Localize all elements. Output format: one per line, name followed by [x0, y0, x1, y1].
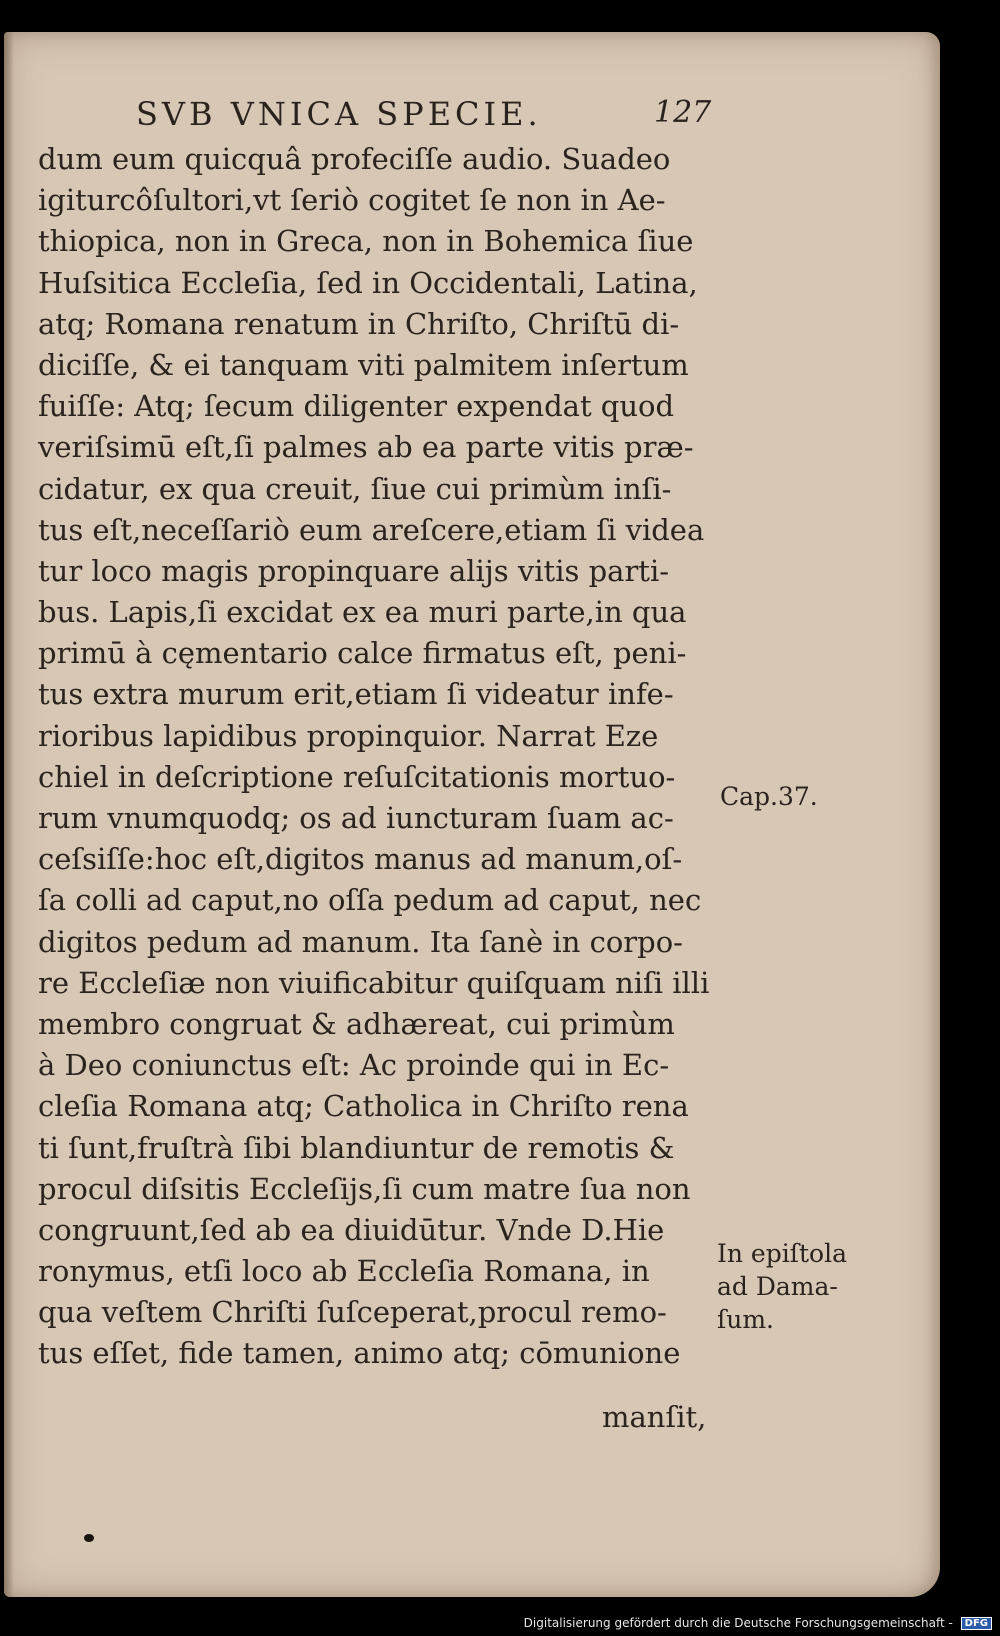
- text-line: ronymus, etſi loco ab Eccleſia Romana, in: [38, 1254, 650, 1289]
- text-line: ti ſunt,fruſtrà ſibi blandiuntur de remotis &: [38, 1130, 675, 1165]
- text-line: congruunt,ſed ab ea diuidūtur. Vnde D.Hie: [38, 1212, 665, 1247]
- text-line: primū à cęmentario calce firmatus eſt, peni-: [38, 636, 687, 671]
- text-line: cleſia Romana atq; Catholica in Chriſto rena: [38, 1089, 689, 1124]
- dfg-logo[interactable]: DFG: [961, 1617, 992, 1630]
- body-text: [38, 139, 718, 1375]
- page-gutter-shadow: [4, 32, 14, 1597]
- text-line: veriſsimū eſt,ſi palmes ab ea parte vitis præ-: [38, 430, 694, 465]
- text-line: chiel in deſcriptione reſuſcitationis mortuo-: [38, 759, 676, 794]
- footer-credit: Digitalisierung gefördert durch die Deutsche Forschungsgemeinschaft -: [523, 1616, 953, 1630]
- ink-mark: [84, 1534, 94, 1542]
- running-head: SVB VNICA SPECIE.: [136, 95, 542, 133]
- margin-note-line: ad Dama-: [717, 1272, 838, 1301]
- margin-note-cap: Cap.37.: [720, 782, 818, 811]
- book-page: [4, 32, 940, 1597]
- text-line: digitos pedum ad manum. Ita ſanè in corpo-: [38, 924, 683, 959]
- text-line: tus eſt,neceſſariò eum areſcere,etiam ſi videa: [38, 512, 705, 547]
- text-line: procul diſsitis Eccleſijs,ſi cum matre ſua non: [38, 1171, 691, 1206]
- text-line: dum eum quicquâ profeciſſe audio. Suadeo: [38, 142, 671, 176]
- text-line: bus. Lapis,ſi excidat ex ea muri parte,in qua: [38, 595, 687, 630]
- text-line: igiturcôſultori,vt ſeriò cogitet ſe non in Ae-: [38, 183, 666, 218]
- text-line: fuiſſe: Atq; ſecum diligenter expendat quod: [38, 389, 675, 424]
- digitization-footer: [524, 1616, 992, 1630]
- text-line: qua veſtem Chriſti ſuſceperat,procul remo-: [38, 1295, 667, 1330]
- text-line: re Eccleſiæ non viuificabitur quiſquam niſi illi: [38, 965, 710, 1000]
- margin-note-line: In epiſtola: [717, 1239, 847, 1268]
- text-line: thiopica, non in Greca, non in Bohemica ſiue: [38, 224, 694, 259]
- text-line: diciſſe, & ei tanquam viti palmitem inſertum: [38, 347, 689, 382]
- text-line: ſa colli ad caput,no oſſa pedum ad caput, nec: [38, 883, 702, 918]
- text-line: tus extra murum erit,etiam ſi videatur infe-: [38, 677, 674, 712]
- text-line: à Deo coniunctus eſt: Ac proinde qui in Ec-: [38, 1048, 670, 1083]
- page-header: [4, 95, 940, 135]
- text-line: ceſsiſſe:hoc eſt,digitos manus ad manum,oſ-: [38, 842, 683, 877]
- text-line: atq; Romana renatum in Chriſto, Chriſtū di-: [38, 306, 680, 341]
- text-line: Huſsitica Eccleſia, ſed in Occidentali, Latina,: [38, 265, 698, 300]
- text-line: rum vnumquodq; os ad iuncturam ſuam ac-: [38, 801, 674, 835]
- margin-note-line: ſum.: [717, 1305, 775, 1334]
- text-line: rioribus lapidibus propinquior. Narrat Eze: [38, 718, 659, 753]
- text-line: cidatur, ex qua creuit, ſiue cui primùm inſi-: [38, 471, 672, 506]
- margin-note-epistola: [717, 1237, 847, 1336]
- text-line: tus eſſet, fide tamen, animo atq; cōmunione: [38, 1336, 681, 1371]
- text-line: tur loco magis propinquare alijs vitis parti-: [38, 553, 670, 588]
- page-number: 127: [654, 95, 712, 130]
- catchword: manſit,: [602, 1400, 707, 1434]
- text-line: membro congruat & adhæreat, cui primùm: [38, 1006, 675, 1041]
